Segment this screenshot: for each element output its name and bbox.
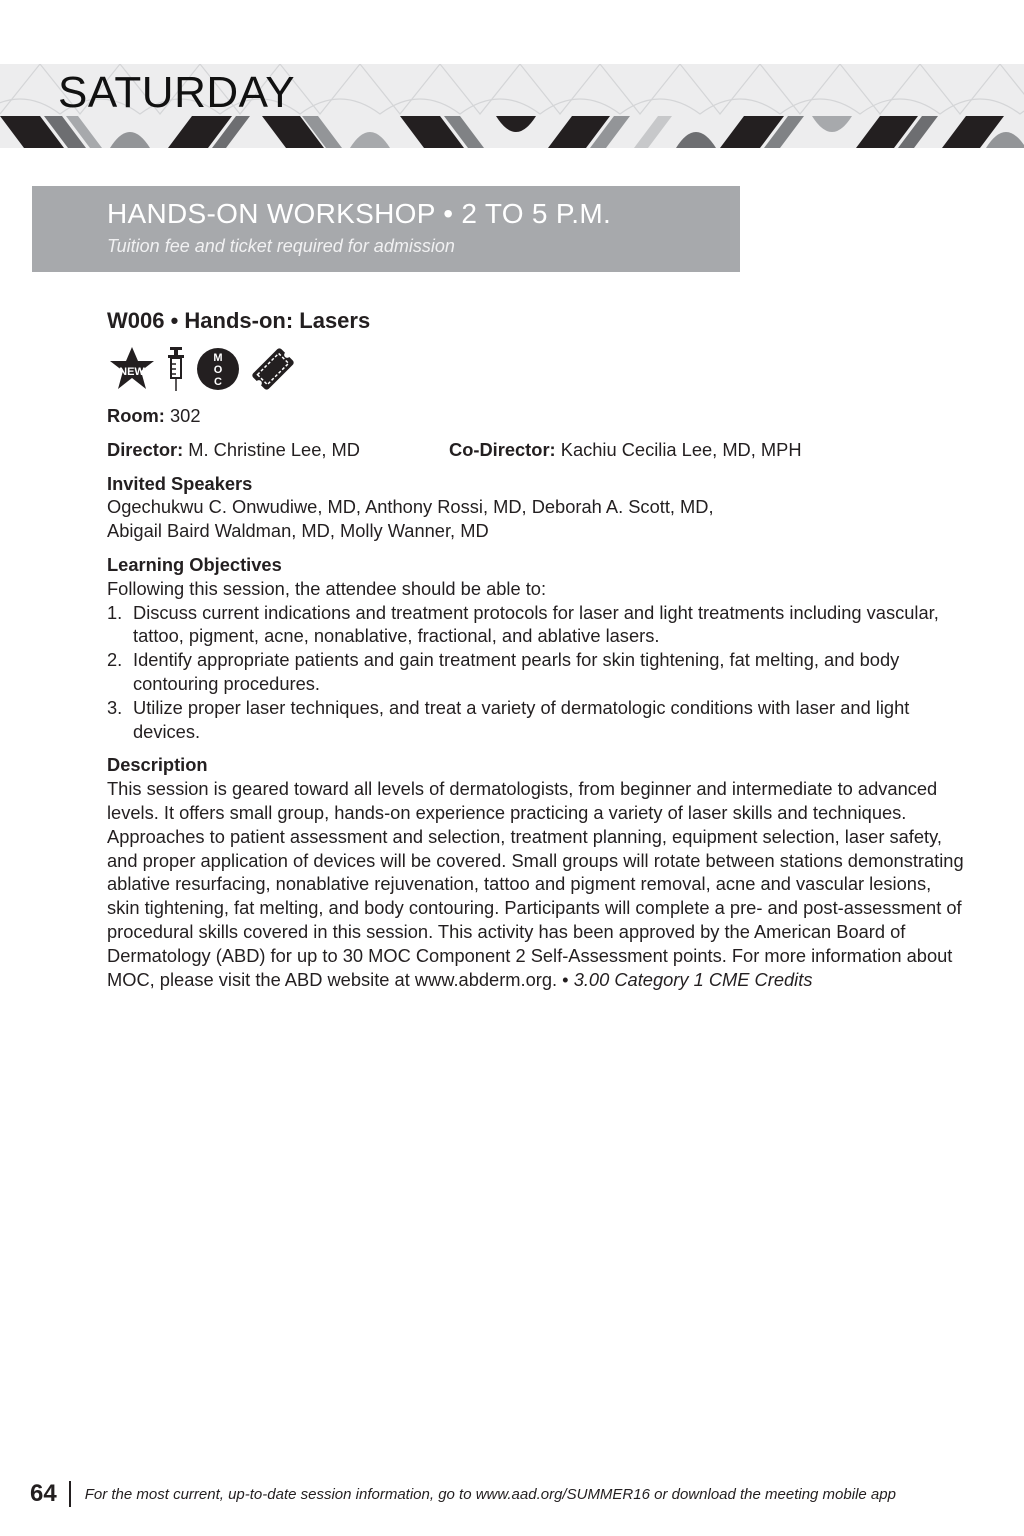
objective-number: 2. (107, 649, 123, 671)
svg-text:O: O (213, 364, 223, 377)
ticket-icon (249, 346, 297, 398)
room-label: Room: (107, 405, 165, 426)
objective-number: 1. (107, 601, 123, 623)
page-number: 64 (30, 1480, 57, 1507)
page-title: SATURDAY (58, 68, 296, 117)
new-star-icon (107, 346, 157, 398)
svg-text:M: M (213, 352, 223, 365)
page-footer (30, 1476, 994, 1512)
codirector-label: Co-Director: (449, 438, 556, 460)
codirector-name: Kachiu Cecilia Lee, MD, MPH (560, 438, 802, 460)
new-badge-label: NEW (119, 366, 145, 379)
session-heading: HANDS-ON WORKSHOP • 2 TO 5 P.M. (107, 198, 612, 229)
objectives-list (107, 601, 967, 744)
objective-text: Discuss current indications and treatment protocols for laser and light treatments including vascular, tattoo, pigment, acne, nonablative, fractional, and ablative lasers. (133, 601, 939, 647)
speakers-line: Ogechukwu C. Onwudiwe, MD, Anthony Rossi, MD, Deborah A. Scott, MD, (107, 496, 714, 518)
description-body: This session is geared toward all levels of dermatologists, from beginner and intermediate to advanced levels. It offers small group, hands-on experience practicing a variety of laser skills and techniques. Approaches to patient assessment and selection, treatment planning, equipment selection, laser safety, and proper application of devices will be covered. Small groups will rotate between stations demonstrating ablative resurfacing, nonablative rejuvenation, tattoo and pigment removal, acne and vascular lesions, skin tightening, fat melting, and body contouring. Participants will complete a pre- and post-assessment of procedural skills covered in this session. This activity has been approved by the American Board of Dermatology (ABD) for up to 30 MOC Component 2 Self-Assessment points. For more information about MOC, please visit the ABD website at www.abderm.org. • (107, 778, 964, 990)
director-label: Director: (107, 438, 184, 460)
objective-text: Identify appropriate patients and gain treatment pearls for skin tightening, fat melting, and body contouring procedures. (133, 649, 900, 694)
room-value: 302 (169, 405, 201, 426)
list-item (107, 696, 967, 744)
cme-credits: 3.00 Category 1 CME Credits (573, 968, 813, 990)
list-item (107, 601, 967, 649)
event-title: W006 • Hands-on: Lasers (107, 308, 371, 333)
speakers-heading: Invited Speakers (107, 472, 253, 494)
description-heading: Description (107, 754, 208, 776)
event-details (107, 306, 967, 991)
list-item (107, 648, 967, 696)
codirector-info (449, 438, 802, 462)
footer-note: For the most current, up-to-date session information, go to www.aad.org/SUMMER16 or download the meeting mobile app (84, 1485, 896, 1503)
moc-badge-icon (195, 346, 241, 398)
objective-text: Utilize proper laser techniques, and treat a variety of dermatologic conditions with laser and light devices. (133, 696, 910, 742)
director-name: M. Christine Lee, MD (188, 438, 360, 460)
directors-row (107, 438, 967, 462)
footer-divider (69, 1481, 71, 1507)
event-icons (107, 348, 967, 396)
description-text (107, 777, 967, 991)
room-info (107, 404, 967, 428)
objectives-intro: Following this session, the attendee should be able to: (107, 577, 547, 599)
syringe-icon (165, 346, 187, 398)
session-admission-note: Tuition fee and ticket required for admission (107, 236, 455, 256)
director-info (107, 438, 449, 462)
svg-text:C: C (214, 376, 222, 389)
objective-number: 3. (107, 696, 123, 718)
speakers-line: Abigail Baird Waldman, MD, Molly Wanner, MD (107, 520, 489, 542)
session-header-bar (32, 186, 740, 272)
objectives-heading: Learning Objectives (107, 553, 282, 575)
